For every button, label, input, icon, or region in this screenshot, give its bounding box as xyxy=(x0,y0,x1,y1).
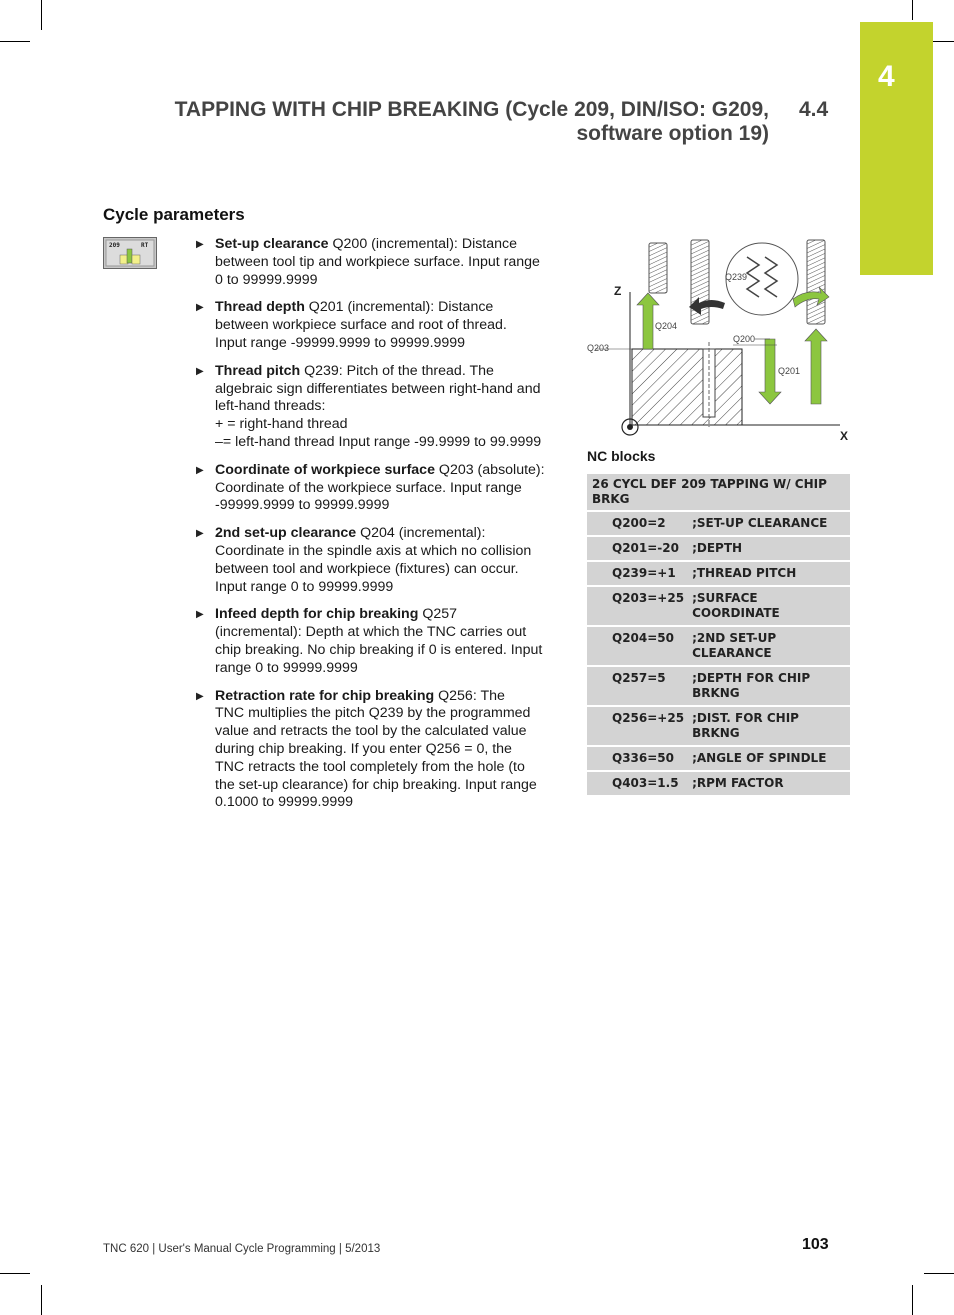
param-item xyxy=(193,606,558,677)
q201-label: Q201 xyxy=(778,366,801,376)
q203-label: Q203 xyxy=(587,343,610,353)
param-text: between tool tip and workpiece surface. Input range xyxy=(215,253,540,270)
param-text: algebraic sign differentiates between right-hand and xyxy=(215,380,541,397)
table-row xyxy=(587,667,850,705)
param-name: Set-up clearance xyxy=(215,236,329,252)
param-text: between workpiece surface and root of thread. xyxy=(215,317,507,334)
nc-code: Q201=-20 xyxy=(587,537,688,560)
nc-comment: ;THREAD PITCH xyxy=(688,562,850,585)
tap-tool xyxy=(807,240,825,324)
nc-comment: ;DEPTH FOR CHIP BRKNG xyxy=(688,667,850,705)
table-row xyxy=(587,772,850,795)
param-name: Infeed depth for chip breaking xyxy=(215,606,419,623)
crop-mark xyxy=(924,1273,954,1274)
param-text: TNC retracts the tool completely from the hole (to xyxy=(215,758,525,775)
param-item xyxy=(193,363,558,452)
chapter-number: 4 xyxy=(878,60,895,93)
param-item xyxy=(193,299,558,352)
nc-block-header-line: 26 CYCL DEF 209 TAPPING W/ CHIP xyxy=(592,477,827,491)
crop-mark xyxy=(0,41,30,42)
nc-code: Q256=+25 xyxy=(587,707,688,745)
bullet-arrow-icon: ▶ xyxy=(196,239,204,250)
table-row xyxy=(587,747,850,770)
section-number: 4.4 xyxy=(799,98,829,121)
x-axis-label: X xyxy=(840,429,849,443)
page-title xyxy=(149,98,769,146)
nc-comment: ;ANGLE OF SPINDLE xyxy=(688,747,850,770)
table-row xyxy=(587,627,850,665)
bullet-arrow-icon: ▶ xyxy=(196,609,204,621)
param-text: chip breaking. No chip breaking if 0 is entered. Input xyxy=(215,641,543,658)
param-text: left-hand threads: xyxy=(215,398,326,415)
param-name: Thread depth xyxy=(215,299,305,316)
param-item xyxy=(193,688,558,813)
param-text: Input range -99999.9999 to 99999.9999 xyxy=(215,334,466,351)
param-name: Thread pitch xyxy=(215,362,301,379)
param-text: Coordinate in the spindle axis at which no collision xyxy=(215,542,532,559)
param-text: –= left-hand thread Input range -99.9999 to 99.9999 xyxy=(215,433,542,450)
footer-text: TNC 620 | User's Manual Cycle Programming | 5/2013 xyxy=(103,1243,381,1255)
nc-comment: ;2ND SET-UP CLEARANCE xyxy=(688,627,850,665)
feed-arrow xyxy=(805,329,827,404)
tapped-hole xyxy=(703,349,715,417)
crop-mark xyxy=(41,0,42,30)
crop-mark xyxy=(912,1285,913,1315)
param-text: between tool and workpiece (fixtures) can occur. xyxy=(215,560,519,577)
bullet-arrow-icon: ▶ xyxy=(196,302,204,314)
nc-blocks-title: NC blocks xyxy=(587,448,656,464)
z-axis-label: Z xyxy=(614,284,622,298)
param-text: Q256: The xyxy=(434,687,505,704)
table-row xyxy=(587,537,850,560)
param-name: 2nd set-up clearance xyxy=(215,525,357,542)
table-row xyxy=(587,512,850,535)
param-item xyxy=(193,236,558,289)
param-item xyxy=(193,525,558,596)
nc-code: Q403=1.5 xyxy=(587,772,688,795)
table-row xyxy=(587,562,850,585)
param-name: Coordinate of workpiece surface xyxy=(215,461,435,478)
nc-comment: ;DIST. FOR CHIP BRKNG xyxy=(688,707,850,745)
param-text: range 0 to 99999.9999 xyxy=(215,659,358,676)
section-title: Cycle parameters xyxy=(103,205,245,224)
workpiece xyxy=(632,349,742,425)
nc-comment: ;SURFACE COORDINATE xyxy=(688,587,850,625)
chapter-tab xyxy=(860,22,933,275)
bullet-arrow-icon: ▶ xyxy=(196,365,204,377)
param-text: Q239: Pitch of the thread. The xyxy=(300,362,494,379)
page-title-line2: software option 19) xyxy=(576,122,769,145)
param-text: -99999.9999 to 99999.9999 xyxy=(215,497,390,514)
param-text: value and retracts the tool by the calculated value xyxy=(215,723,527,740)
param-text: the set-up clearance) for chip breaking. Input range xyxy=(215,776,537,793)
param-text: Q200 (incremental): Distance xyxy=(328,236,518,252)
nc-code: Q239=+1 xyxy=(587,562,688,585)
param-text: 0.1000 to 99999.9999 xyxy=(215,794,354,811)
tap-tool xyxy=(649,243,667,293)
parameter-list xyxy=(193,236,558,822)
crop-mark xyxy=(912,0,913,20)
param-text: during chip breaking. If you enter Q256 = 0, the xyxy=(215,740,512,757)
param-text: Q203 (absolute): xyxy=(434,461,545,478)
param-name: Retraction rate for chip breaking xyxy=(215,687,435,704)
crop-mark xyxy=(41,1285,42,1315)
q200-label: Q200 xyxy=(733,334,756,344)
param-text: + = right-hand thread xyxy=(215,416,348,433)
param-text: TNC multiplies the pitch Q239 by the programmed xyxy=(215,705,531,722)
bullet-arrow-icon: ▶ xyxy=(196,464,204,476)
page-number: 103 xyxy=(802,1236,829,1253)
crop-mark xyxy=(0,1273,30,1274)
param-text: Input range 0 to 99999.9999 xyxy=(215,578,394,595)
bullet-arrow-icon: ▶ xyxy=(196,528,204,540)
param-text: Q257 xyxy=(418,606,458,623)
param-text: 0 to 99999.9999 xyxy=(215,271,318,288)
nc-comment: ;SET-UP CLEARANCE xyxy=(688,512,850,535)
table-row xyxy=(587,474,850,510)
nc-block-header xyxy=(587,474,850,510)
param-item xyxy=(193,462,558,515)
nc-blocks-table xyxy=(587,472,850,797)
softkey-label-right: RT xyxy=(141,242,149,249)
param-text: Q204 (incremental): xyxy=(356,525,486,542)
nc-block-header-line: BRKG xyxy=(592,492,630,506)
nc-comment: ;RPM FACTOR xyxy=(688,772,850,795)
q204-label: Q204 xyxy=(655,321,678,331)
nc-code: Q203=+25 xyxy=(587,587,688,625)
param-text: Q201 (incremental): Distance xyxy=(304,299,494,316)
page-title-line1: TAPPING WITH CHIP BREAKING (Cycle 209, DIN/ISO: G209, xyxy=(174,98,769,121)
nc-code: Q200=2 xyxy=(587,512,688,535)
nc-code: Q336=50 xyxy=(587,747,688,770)
cycle-softkey-icon xyxy=(103,237,157,269)
nc-comment: ;DEPTH xyxy=(688,537,850,560)
q239-label: Q239 xyxy=(725,272,748,282)
table-row xyxy=(587,707,850,745)
nc-code: Q204=50 xyxy=(587,627,688,665)
param-text: Coordinate of the workpiece surface. Input range xyxy=(215,479,522,496)
table-row xyxy=(587,587,850,625)
softkey-label-left: 209 xyxy=(109,242,120,249)
param-text: (incremental): Depth at which the TNC carries out xyxy=(215,624,527,641)
bullet-arrow-icon: ▶ xyxy=(196,690,204,702)
nc-code: Q257=5 xyxy=(587,667,688,705)
tapping-diagram xyxy=(585,237,850,445)
